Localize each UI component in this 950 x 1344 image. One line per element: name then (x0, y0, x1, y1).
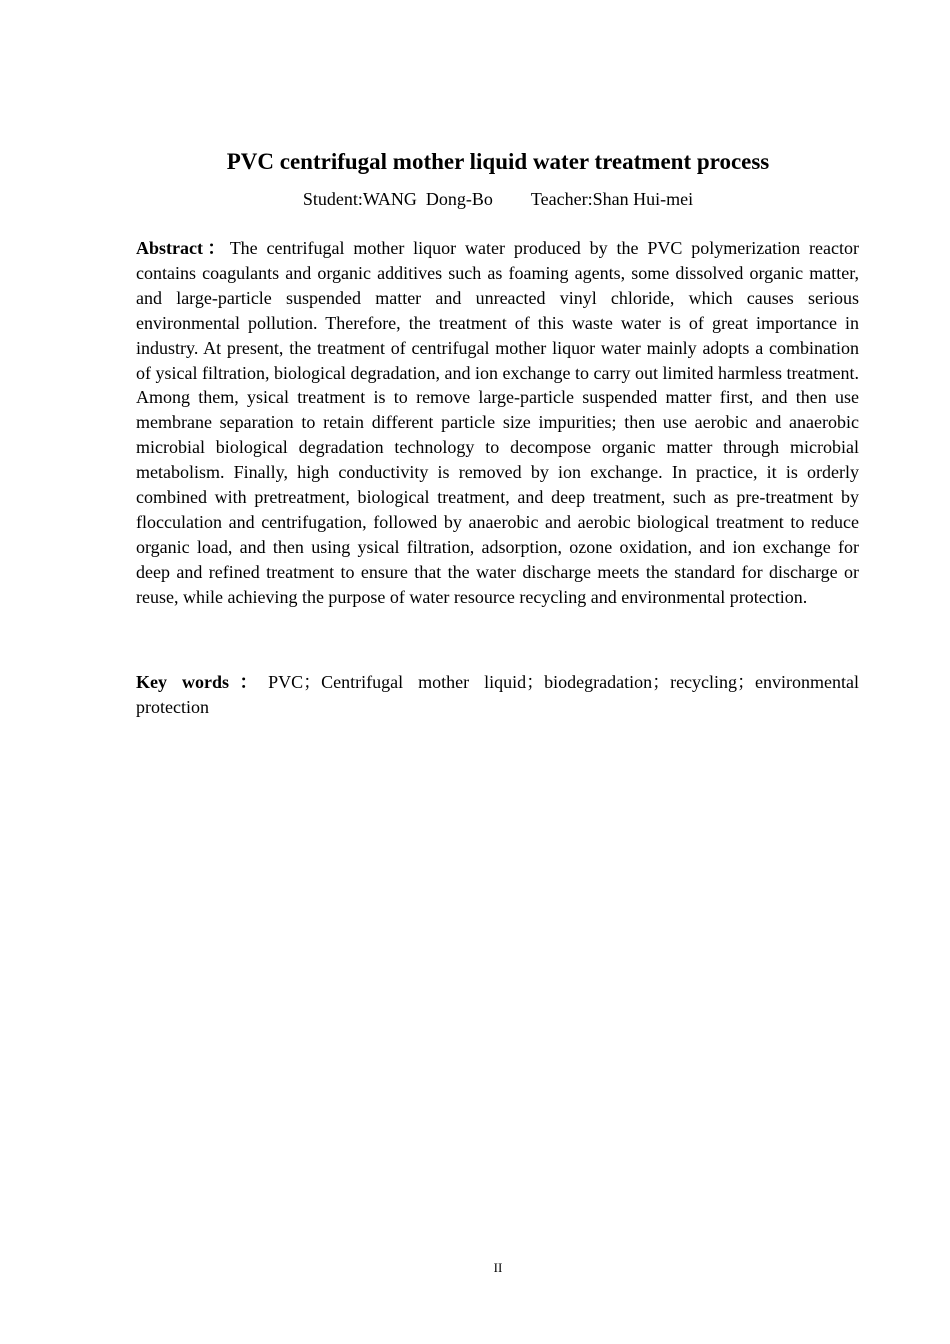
abstract-paragraph (136, 236, 859, 610)
student-name: Student:WANG Dong-Bo (302, 189, 493, 209)
keywords-text: PVC；Centrifugal mother liquid；biodegradation；recycling；environmental protection (136, 672, 860, 717)
keywords-label: Key words： (136, 672, 269, 692)
abstract-label: Abstract： (136, 238, 230, 258)
teacher-name: Teacher:Shan Hui-mei (530, 189, 694, 209)
byline (0, 186, 950, 212)
page-number: II (493, 1260, 503, 1275)
keywords-paragraph (136, 670, 859, 720)
abstract-text: The centrifugal mother liquor water produced by the PVC polymerization reactor contains coagulants and organic additives such as foaming agents, some dissolved organic matter, and large-particle suspended matter and unreacted vinyl chloride, which causes serious environmental pollution. Therefore, the treatment of this waste water is of great importance in industry. At present, the treatment of centrifugal mother liquor water mainly adopts a combination of ysical filtration, biological degradation, and ion exchange to carry out limited harmless treatment. Among them, ysical treatment is to remove large-particle suspended matter first, and then use membrane separation to retain different particle size impurities; then use aerobic and anaerobic microbial biological degradation technology to decompose organic matter through microbial metabolism. Finally, high conductivity is removed by ion exchange. In practice, it is orderly combined with pretreatment, biological treatment, and deep treatment, such as pre-treatment by flocculation and centrifugation, followed by anaerobic and aerobic biological treatment to reduce organic load, and then using ysical filtration, adsorption, ozone oxidation, and ion exchange for deep and refined treatment to ensure that the water discharge meets the standard for discharge or reuse, while achieving the purpose of water resource recycling and environmental protection. (136, 238, 859, 607)
page-title: PVC centrifugal mother liquid water treatment process (226, 149, 770, 174)
